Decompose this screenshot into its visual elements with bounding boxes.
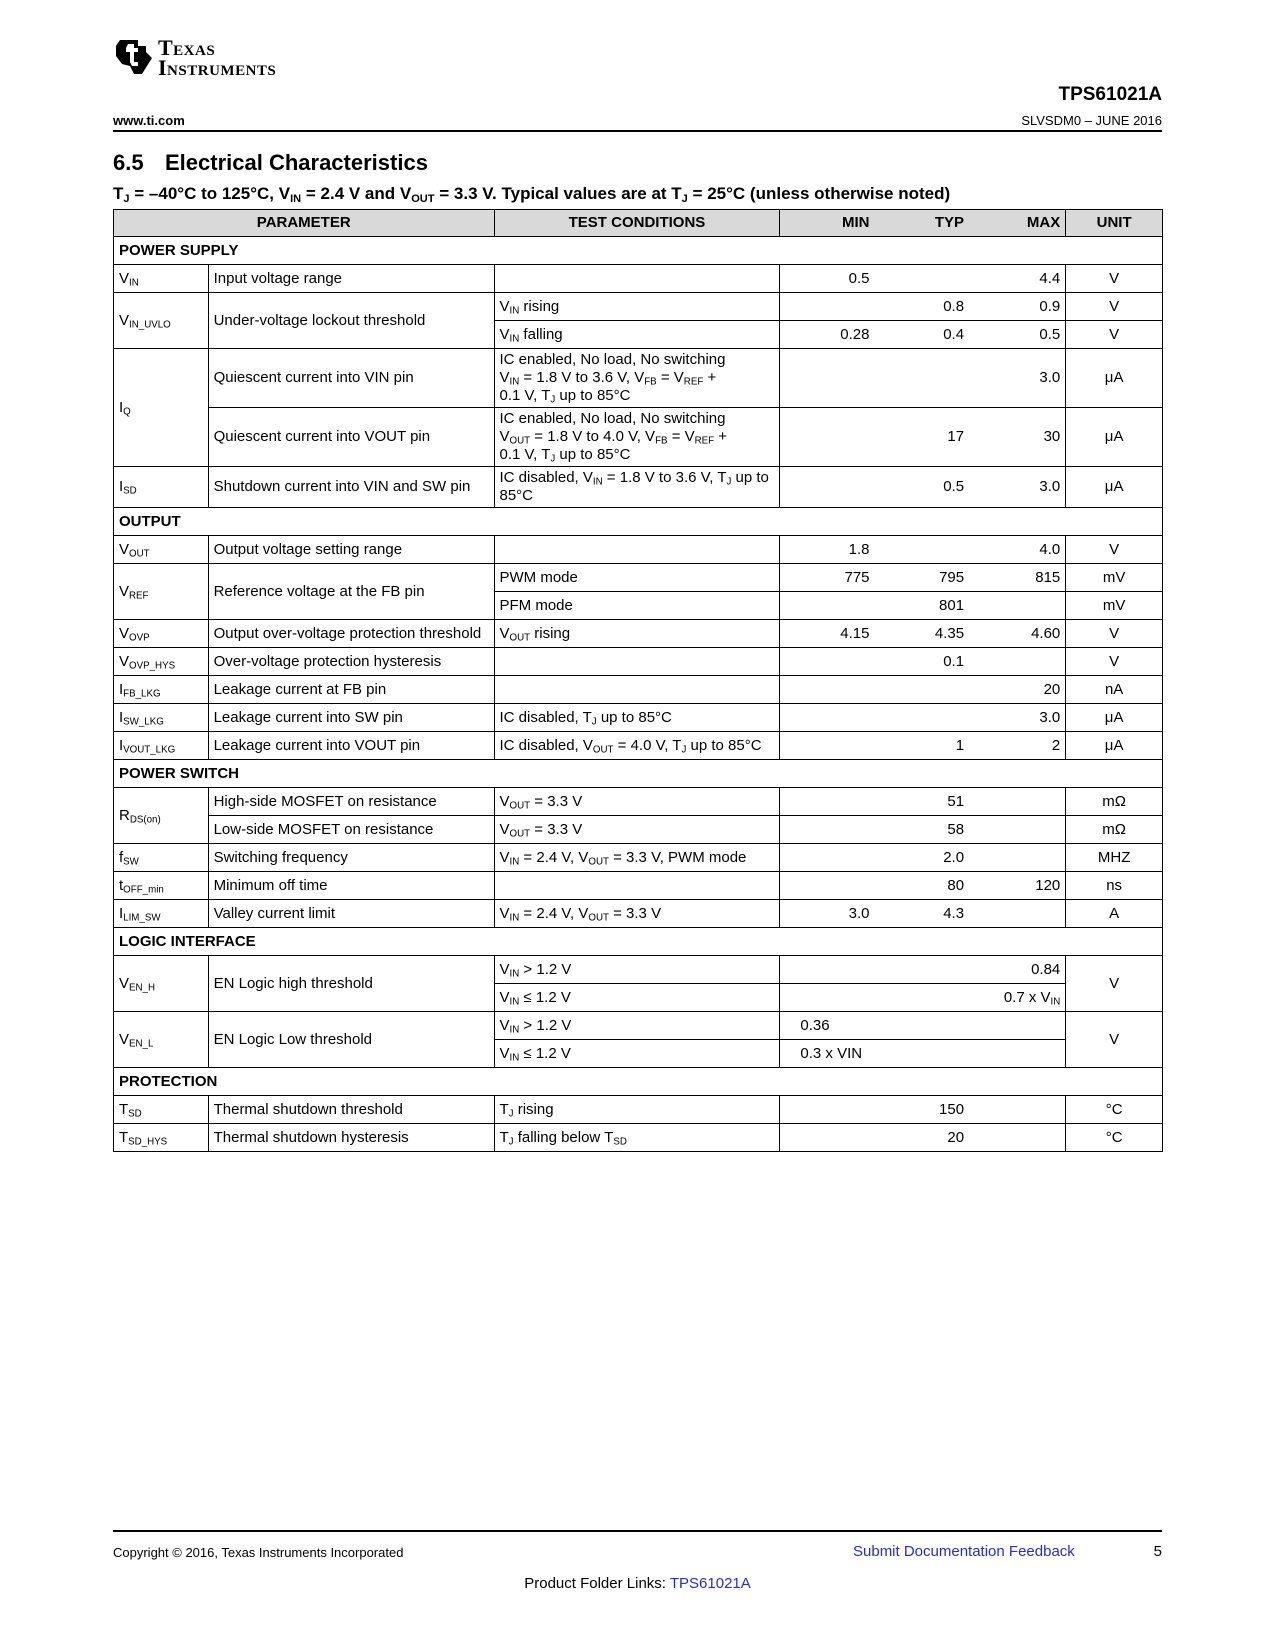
table-cell: Low-side MOSFET on resistance [208,816,494,844]
table-cell: IC disabled, $V_{OUT} = 4.0$ V, $T_J$ up to 85°C [494,732,780,760]
table-cell: 0.1 [874,648,969,676]
table-cell: A [1066,900,1163,928]
part-number: TPS61021A [1058,84,1162,105]
table-cell [969,1096,1066,1124]
table-cell [494,872,780,900]
table-row [114,349,1163,408]
table-cell: Output over-voltage protection threshold [208,620,494,648]
section-number: 6.5 [113,150,144,175]
table-cell: 51 [874,788,969,816]
table-cell: V [1066,293,1163,321]
table-cell: mV [1066,564,1163,592]
table-cell: $f_{SW}$ [114,844,209,872]
table-cell: $I_{LIM\_SW}$ [114,900,209,928]
table-row [114,872,1163,900]
table-cell: EN Logic high threshold [208,956,494,1012]
product-folder-link[interactable]: TPS61021A [669,1575,751,1592]
table-cell: $V_{IN}$ [114,265,209,293]
section-row [114,928,1163,956]
table-row [114,293,1163,321]
table-cell [780,704,875,732]
table-cell [780,872,875,900]
header-test-conditions: TEST CONDITIONS [494,210,780,237]
table-cell [969,1124,1066,1152]
table-cell: 17 [874,408,969,467]
table-cell: $I_{SW\_LKG}$ [114,704,209,732]
electrical-characteristics-table [113,209,1163,1152]
table-cell: Thermal shutdown threshold [208,1096,494,1124]
table-cell: $V_{OUT}$ rising [494,620,780,648]
table-cell: 3.0 [969,467,1066,508]
table-cell: 0.5 [969,321,1066,349]
table-cell: V [1066,536,1163,564]
table-cell: Minimum off time [208,872,494,900]
table-cell [780,816,875,844]
product-folder-links [0,1575,1275,1592]
table-cell: 0.4 [874,321,969,349]
folder-label: Product Folder Links: [524,1575,670,1592]
table-cell: $T_{SD\_HYS}$ [114,1124,209,1152]
table-cell: V [1066,620,1163,648]
table-cell: $V_{IN} > 1.2$ V [494,956,780,984]
table-cell: Leakage current at FB pin [208,676,494,704]
table-cell: Thermal shutdown hysteresis [208,1124,494,1152]
table-cell: Over-voltage protection hysteresis [208,648,494,676]
table-cell: $I_{SD}$ [114,467,209,508]
table-cell [494,265,780,293]
table-cell: Reference voltage at the FB pin [208,564,494,620]
header-unit: UNIT [1066,210,1163,237]
table-cell: $T_J$ rising [494,1096,780,1124]
table-cell: POWER SUPPLY [114,237,1163,265]
table-cell [969,648,1066,676]
table-cell: $I_{FB\_LKG}$ [114,676,209,704]
table-cell: $R_{DS(on)}$ [114,788,209,844]
table-cell: 1.8 [780,536,875,564]
header-typ: TYP [874,210,969,237]
table-cell: 0.7 x $V_{IN}$ [780,984,1066,1012]
table-cell: Switching frequency [208,844,494,872]
table-cell: 20 [874,1124,969,1152]
table-row [114,956,1163,984]
table-row [114,844,1163,872]
table-cell: $V_{IN} > 1.2$ V [494,1012,780,1040]
table-row [114,676,1163,704]
table-cell: 2.0 [874,844,969,872]
table-cell [969,816,1066,844]
table-row [114,467,1163,508]
table-cell: 0.5 [780,265,875,293]
table-cell [874,536,969,564]
table-cell: 150 [874,1096,969,1124]
table-cell: $V_{OVP}$ [114,620,209,648]
table-cell: IC enabled, No load, No switching $V_{IN} = 1.8$ V to 3.6 V, $V_{FB} = V_{REF}$ + 0.1 V, $T_J$ up to 85°C [494,349,780,408]
table-cell: 1 [874,732,969,760]
table-cell: EN Logic Low threshold [208,1012,494,1068]
table-cell: $T_{SD}$ [114,1096,209,1124]
table-cell: 0.84 [780,956,1066,984]
table-cell [874,349,969,408]
table-cell [874,704,969,732]
table-cell: nA [1066,676,1163,704]
table-cell: 4.3 [874,900,969,928]
table-cell: $V_{OVP\_HYS}$ [114,648,209,676]
table-row [114,900,1163,928]
table-cell: 2 [969,732,1066,760]
table-row [114,1124,1163,1152]
table-cell: Quiescent current into VOUT pin [208,408,494,467]
table-cell: μA [1066,349,1163,408]
table-cell: $V_{REF}$ [114,564,209,620]
table-cell: IC enabled, No load, No switching $V_{OUT} = 1.8$ V to 4.0 V, $V_{FB} = V_{REF}$ + 0.1 V, $T_J$ up to 85°C [494,408,780,467]
table-cell: V [1066,265,1163,293]
table-cell: PROTECTION [114,1068,1163,1096]
table-cell: 0.8 [874,293,969,321]
table-cell: V [1066,648,1163,676]
table-cell: 3.0 [780,900,875,928]
table-cell: mV [1066,592,1163,620]
table-cell: 4.0 [969,536,1066,564]
table-cell [969,592,1066,620]
table-cell: 30 [969,408,1066,467]
header-rule [113,130,1162,132]
table-cell: μA [1066,408,1163,467]
table-row [114,408,1163,467]
website-link[interactable]: www.ti.com [113,113,185,128]
table-cell: 58 [874,816,969,844]
table-cell: 0.9 [969,293,1066,321]
table-cell: $T_J$ falling below $T_{SD}$ [494,1124,780,1152]
table-cell: Quiescent current into VIN pin [208,349,494,408]
table-cell: $V_{OUT} = 3.3$ V [494,788,780,816]
table-cell [780,732,875,760]
table-cell: V [1066,1012,1163,1068]
section-row [114,760,1163,788]
table-cell [780,592,875,620]
table-row [114,704,1163,732]
table-cell: PFM mode [494,592,780,620]
table-row [114,564,1163,592]
table-cell: 3.0 [969,704,1066,732]
table-cell [969,900,1066,928]
table-cell [780,408,875,467]
table-cell [780,844,875,872]
table-cell [780,1124,875,1152]
table-cell: 775 [780,564,875,592]
table-cell [969,844,1066,872]
table-cell: $V_{IN}$ falling [494,321,780,349]
table-cell: Leakage current into SW pin [208,704,494,732]
table-cell [874,265,969,293]
table-cell: mΩ [1066,788,1163,816]
table-cell: 0.3 x VIN [780,1040,1066,1068]
table-cell: $V_{IN}$ rising [494,293,780,321]
ti-logo [112,36,312,84]
table-row [114,1096,1163,1124]
table-cell: $V_{IN} \le 1.2$ V [494,984,780,1012]
table-cell: OUTPUT [114,508,1163,536]
table-cell: $V_{EN\_H}$ [114,956,209,1012]
table-cell: 801 [874,592,969,620]
table-cell: 4.15 [780,620,875,648]
table-cell: POWER SWITCH [114,760,1163,788]
table-cell: V [1066,956,1163,1012]
table-cell: μA [1066,732,1163,760]
table-row [114,648,1163,676]
table-cell: 795 [874,564,969,592]
ti-logo-icon [112,36,154,78]
table-cell [780,467,875,508]
table-cell [780,788,875,816]
table-cell [494,536,780,564]
table-cell: IC disabled, $T_J$ up to 85°C [494,704,780,732]
table-header-row [114,210,1163,237]
table-cell [780,676,875,704]
header-parameter: PARAMETER [114,210,495,237]
table-cell: 120 [969,872,1066,900]
table-cell: $V_{EN\_L}$ [114,1012,209,1068]
table-cell: ns [1066,872,1163,900]
table-row [114,1012,1163,1040]
table-cell: $I_{VOUT\_LKG}$ [114,732,209,760]
table-cell: LOGIC INTERFACE [114,928,1163,956]
table-cell: 3.0 [969,349,1066,408]
table-cell [874,676,969,704]
table-cell: Output voltage setting range [208,536,494,564]
table-cell: Valley current limit [208,900,494,928]
table-cell: IC disabled, $V_{IN} = 1.8$ V to 3.6 V, $T_J$ up to 85°C [494,467,780,508]
submit-feedback-link[interactable]: Submit Documentation Feedback [853,1543,1075,1560]
table-cell [780,648,875,676]
table-cell: $V_{IN} \le 1.2$ V [494,1040,780,1068]
table-cell: °C [1066,1096,1163,1124]
table-cell: $V_{IN} = 2.4$ V, $V_{OUT} = 3.3$ V [494,900,780,928]
section-name: Electrical Characteristics [165,150,428,175]
table-cell: Under-voltage lockout threshold [208,293,494,349]
table-cell: 0.5 [874,467,969,508]
table-cell [780,293,875,321]
table-row [114,816,1163,844]
page-number: 5 [1153,1543,1162,1560]
table-row [114,732,1163,760]
table-cell: 0.28 [780,321,875,349]
table-cell: Shutdown current into VIN and SW pin [208,467,494,508]
table-cell: 0.36 [780,1012,1066,1040]
table-cell: $t_{OFF\_min}$ [114,872,209,900]
table-cell: MHZ [1066,844,1163,872]
table-cell: μA [1066,704,1163,732]
footer-rule [113,1530,1162,1532]
table-cell: 80 [874,872,969,900]
header-max: MAX [969,210,1066,237]
table-cell: $V_{OUT} = 3.3$ V [494,816,780,844]
logo-line-1: Texas [158,35,216,60]
table-cell: 4.60 [969,620,1066,648]
table-row [114,265,1163,293]
table-cell: Leakage current into VOUT pin [208,732,494,760]
section-title [113,150,428,176]
table-cell: 4.4 [969,265,1066,293]
table-row [114,620,1163,648]
table-cell: High-side MOSFET on resistance [208,788,494,816]
document-id: SLVSDM0 – JUNE 2016 [1021,113,1162,128]
table-cell [969,788,1066,816]
section-row [114,508,1163,536]
conditions-note: $T_J = -40^\circ C$ to 125°C, $V_{IN} = 2.4$ V and $V_{OUT} = 3.3$ V. Typical values are at $T_J = 25^\circ C$ (unless otherwise noted) [113,184,951,205]
table-row [114,788,1163,816]
table-cell [494,676,780,704]
table-cell: Input voltage range [208,265,494,293]
table-cell: $V_{IN\_UVLO}$ [114,293,209,349]
section-row [114,237,1163,265]
table-cell: PWM mode [494,564,780,592]
section-row [114,1068,1163,1096]
table-cell: 815 [969,564,1066,592]
table-cell [780,349,875,408]
copyright: Copyright © 2016, Texas Instruments Incorporated [113,1545,404,1560]
header-min: MIN [780,210,875,237]
table-cell [780,1096,875,1124]
table-cell: 20 [969,676,1066,704]
table-cell: μA [1066,467,1163,508]
table-cell: mΩ [1066,816,1163,844]
table-cell: °C [1066,1124,1163,1152]
table-cell: $I_Q$ [114,349,209,467]
table-row [114,536,1163,564]
table-cell: V [1066,321,1163,349]
table-cell [494,648,780,676]
table-cell: $V_{IN} = 2.4$ V, $V_{OUT} = 3.3$ V, PWM mode [494,844,780,872]
table-cell: $V_{OUT}$ [114,536,209,564]
logo-line-2: Instruments [158,55,277,80]
table-cell: 4.35 [874,620,969,648]
